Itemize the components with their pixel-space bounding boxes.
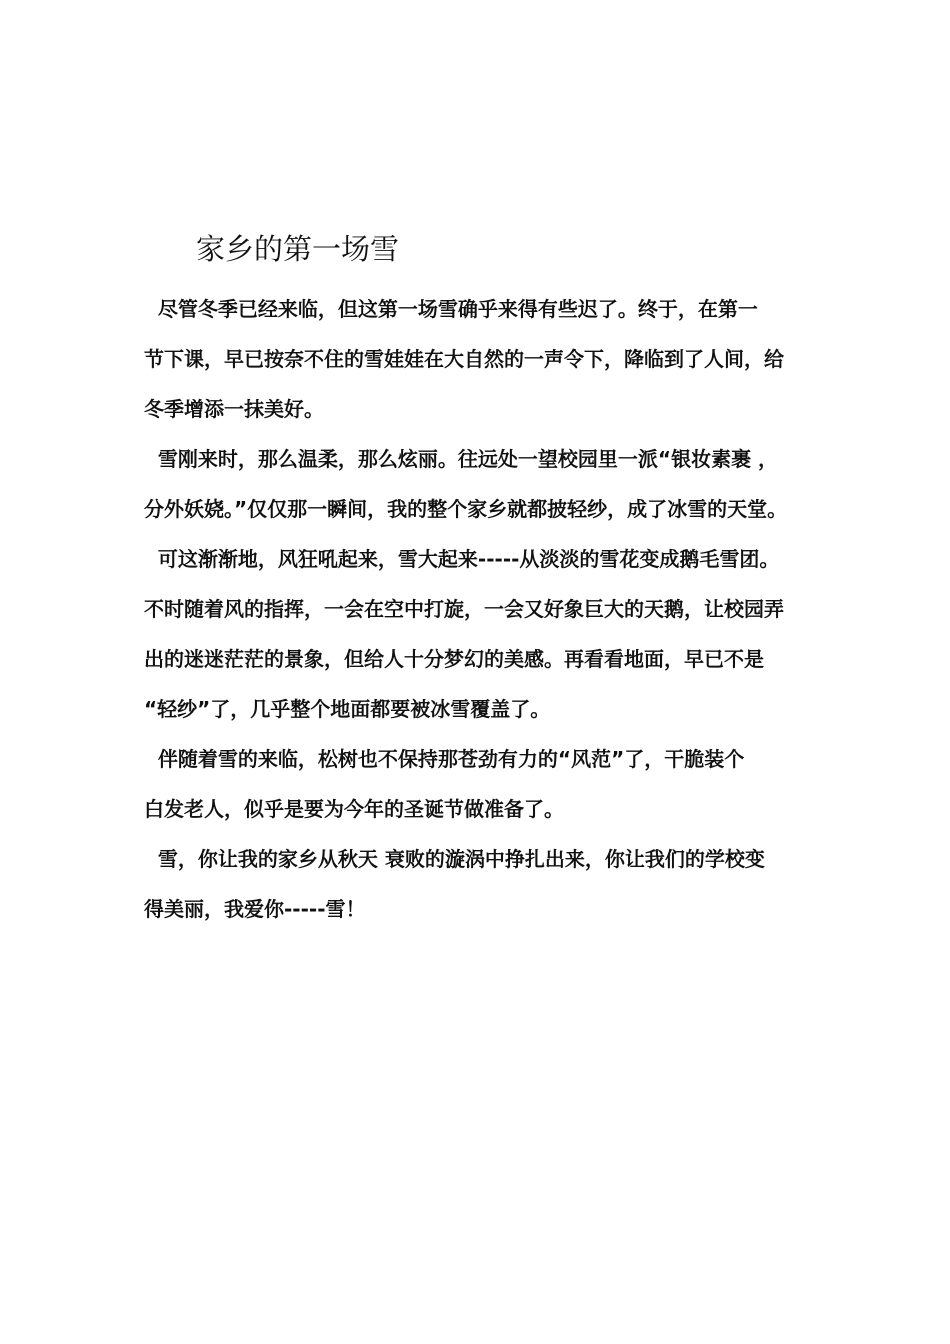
text-line: 得美丽，我爱你-----雪！: [144, 897, 366, 921]
text-line: 白发老人，似乎是要为今年的圣诞节做准备了。: [144, 797, 564, 821]
text-line: 冬季增添一抹美好。: [144, 397, 324, 421]
text-line: 雪刚来时，那么温柔，那么炫丽。往远处一望校园里一派“银妆素裹 ，: [144, 447, 779, 471]
text-line: 可这渐渐地，风狂吼起来，雪大起来-----从淡淡的雪花变成鹅毛雪团。: [144, 547, 780, 571]
text-line: 不时随着风的指挥，一会在空中打旋，一会又好象巨大的天鹅，让校园弄: [144, 597, 784, 621]
text-line: 尽管冬季已经来临，但这第一场雪确乎来得有些迟了。终于，在第一: [144, 297, 758, 321]
text-line: “轻纱”了，几乎整个地面都要被冰雪覆盖了。: [144, 697, 551, 721]
text-line: 分外妖娆。”仅仅那一瞬间，我的整个家乡就都披轻纱，成了冰雪的天堂。: [144, 497, 788, 521]
text-line: 雪，你让我的家乡从秋天 衰败的漩涡中挣扎出来，你让我们的学校变: [144, 847, 765, 871]
document-body: [144, 284, 834, 934]
text-line: 出的迷迷茫茫的景象，但给人十分梦幻的美感。再看看地面，早已不是: [144, 647, 764, 671]
text-line: 伴随着雪的来临，松树也不保持那苍劲有力的“风范”了，干脆装个: [144, 747, 745, 771]
text-line: 节下课，早已按奈不住的雪娃娃在大自然的一声令下，降临到了人间，给: [144, 347, 784, 371]
document-title: 家乡的第一场雪: [196, 232, 400, 266]
